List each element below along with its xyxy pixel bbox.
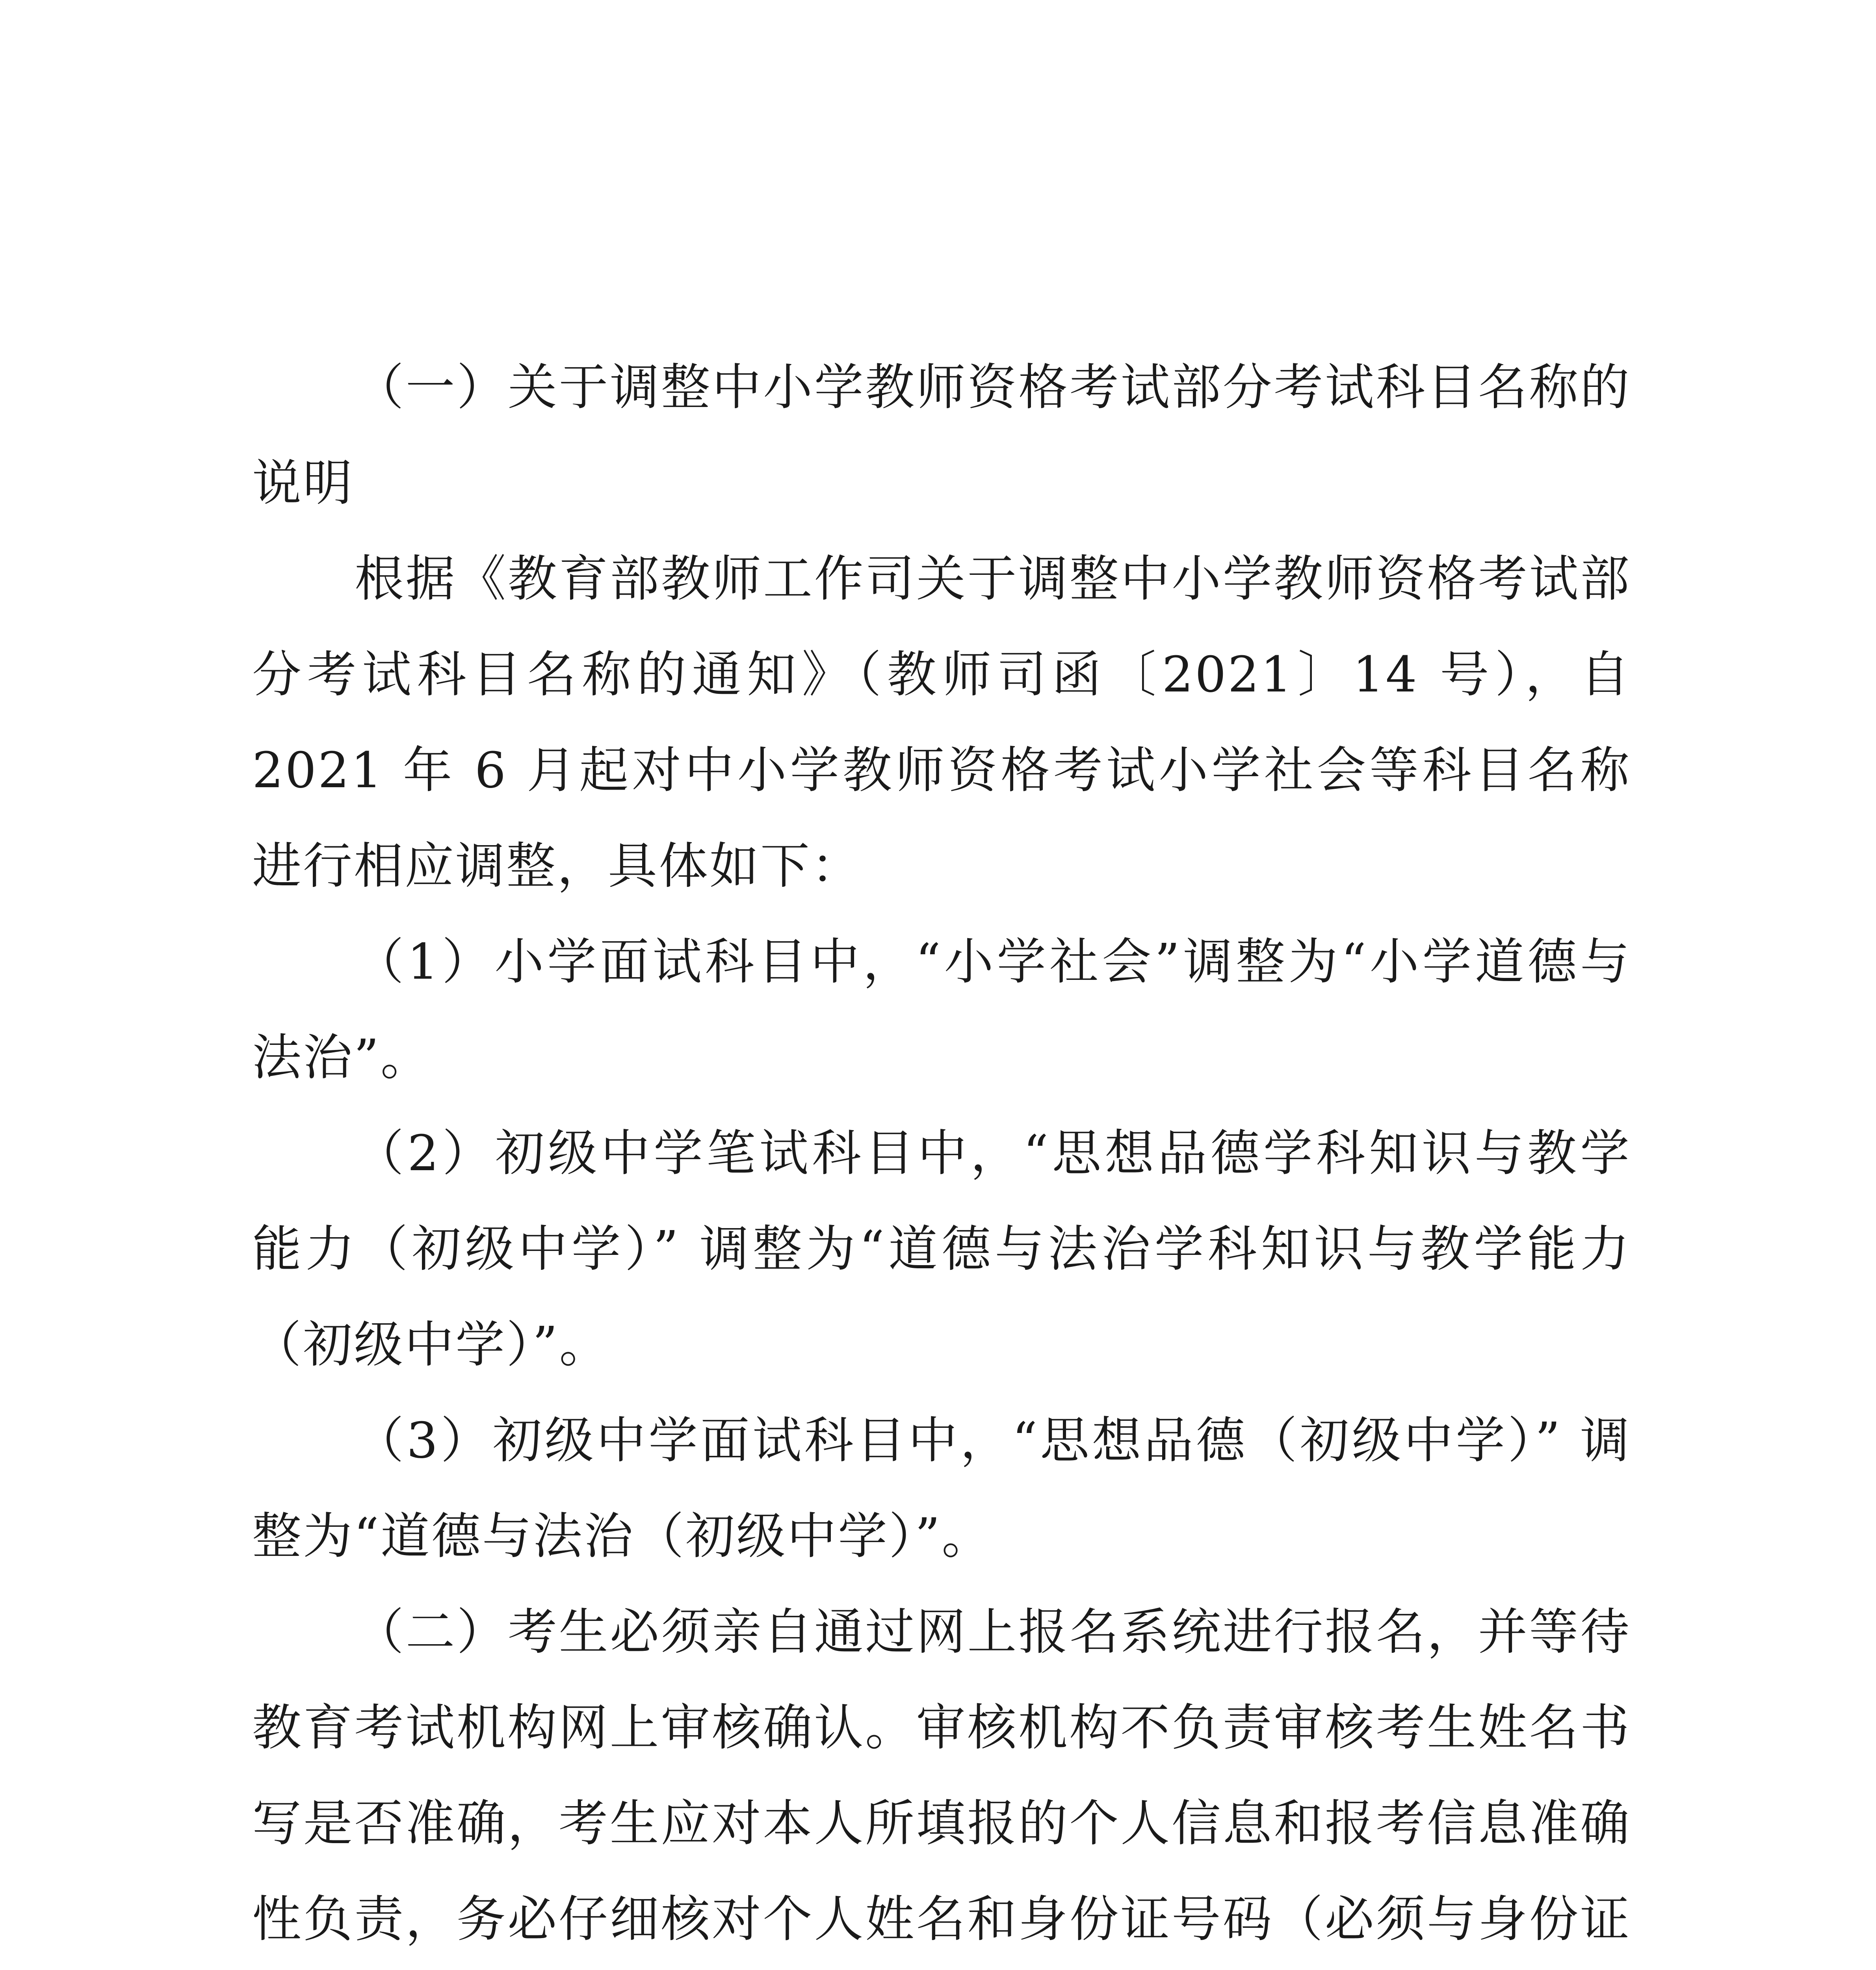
body-text	[252, 340, 1631, 1970]
section-heading-2-paragraph: （二）考生必须亲自通过网上报名系统进行报名，并等待教育考试机构网上审核确认。审核机构不负责审核考生姓名书写是否准确，考生应对本人所填报的个人信息和报考信息准确性负责，务必仔细核对个人姓名和身份证号码（必须与身份证	[252, 1604, 1631, 1948]
list-item-1: （1）小学面试科目中，“小学社会”调整为“小学道德与法治”。	[252, 933, 1631, 1086]
list-item-2: （2）初级中学笔试科目中，“思想品德学科知识与教学能力（初级中学）” 调整为“道德与法治学科知识与教学能力（初级中学）”。	[252, 1125, 1631, 1373]
list-item-3: （3）初级中学面试科目中，“思想品德（初级中学）” 调整为“道德与法治（初级中学）”。	[252, 1412, 1631, 1565]
section-heading-1: （一）关于调整中小学教师资格考试部分考试科目名称的说明	[252, 359, 1631, 512]
paragraph-basis: 根据《教育部教师工作司关于调整中小学教师资格考试部分考试科目名称的通知》（教师司函〔2021〕14 号），自 2021 年 6 月起对中小学教师资格考试小学社会等科目名称进行相应调整，具体如下：	[252, 550, 1631, 895]
